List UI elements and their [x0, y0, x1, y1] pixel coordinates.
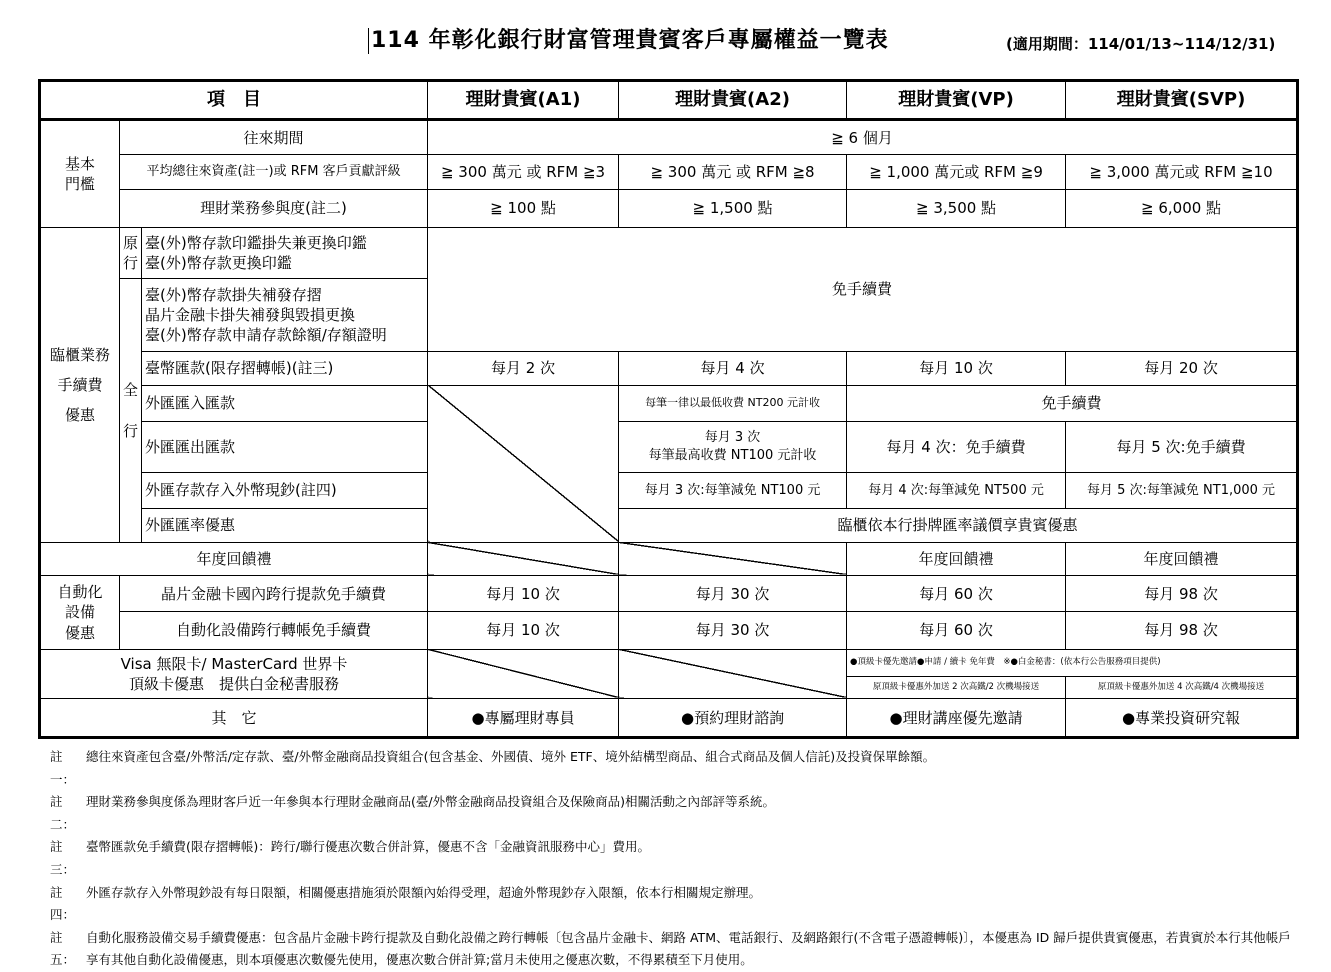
- table-row: [40, 385, 1298, 421]
- all-branch-items: 臺(外)幣存款掛失補發存摺 晶片金融卡掛失補發與毀損更換 臺(外)幣存款申請存款餘額/存額證明: [142, 279, 428, 352]
- original-branch-label: 原 行: [120, 227, 142, 279]
- card-vp-svp-top: ●頂級卡優先邀請●申請 / 續卡 免年費 ※●白金秘書：(依本行公告服務項目提供): [847, 649, 1298, 676]
- free-fee-value: 免手續費: [428, 227, 1298, 352]
- assets-a1: ≧ 300 萬元 或 RFM ≧3: [428, 154, 619, 189]
- points-vp: ≧ 3,500 點: [847, 190, 1066, 227]
- points-a1: ≧ 100 點: [428, 190, 619, 227]
- withdraw-a1: 每月 10 次: [428, 575, 619, 611]
- gift-svp: 年度回饋禮: [1066, 542, 1298, 575]
- assets-a2: ≧ 300 萬元 或 RFM ≧8: [619, 154, 847, 189]
- table-row: [40, 422, 1298, 473]
- footnote: 註一： 總往來資產包含臺/外幣活/定存款、臺/外幣金融商品投資組合(包含基金、外國債、境外 ETF、境外結構型商品、組合式商品及個人信託)及投資保單餘額。: [50, 749, 936, 787]
- transfer-a1: 每月 10 次: [428, 612, 619, 649]
- card-label: Visa 無限卡/ MasterCard 世界卡 頂級卡優惠 提供白金秘書服務: [40, 649, 428, 699]
- card-svp-bottom: 原頂級卡優惠外加送 4 次高鐵/4 次機場接送: [1066, 677, 1298, 699]
- misc-item-2: ●預約理財諮詢: [619, 699, 847, 738]
- table-row: [40, 120, 1298, 154]
- assets-label: 平均總往來資產(註一)或 RFM 客戶貢獻評級: [120, 154, 428, 189]
- table-row: [40, 612, 1298, 649]
- col-item: 項 目: [40, 81, 428, 120]
- applicable-period: (適用期間：114/01/13~114/12/31): [1006, 35, 1276, 53]
- assets-svp: ≧ 3,000 萬元或 RFM ≧10: [1066, 154, 1298, 189]
- gift-label: 年度回饋禮: [40, 542, 428, 575]
- col-a1: 理財貴賓(A1): [428, 81, 619, 120]
- ntd-remit-a2: 每月 4 次: [619, 352, 847, 385]
- withdraw-label: 晶片金融卡國內跨行提款免手續費: [120, 575, 428, 611]
- transfer-label: 自動化設備跨行轉帳免手續費: [120, 612, 428, 649]
- footnote: 註三： 臺幣匯款免手續費(限存摺轉帳)：跨行/聯行優惠次數合併計算，優惠不含「金融資訊服務中心」費用。: [50, 839, 650, 877]
- transfer-a2: 每月 30 次: [619, 612, 847, 649]
- withdraw-a2: 每月 30 次: [619, 575, 847, 611]
- table-row: [40, 472, 1298, 508]
- table-row: [40, 649, 1298, 676]
- col-svp: 理財貴賓(SVP): [1066, 81, 1298, 120]
- basic-section-label: 基本 門檻: [40, 120, 120, 227]
- fx-cash-label: 外匯存款存入外幣現鈔(註四): [142, 472, 428, 508]
- footnote: 註四： 外匯存款存入外幣現鈔設有每日限額，相關優惠措施須於限額內始得受理，超逾外幣現鈔存入限額，依本行相關規定辦理。: [50, 884, 762, 923]
- ntd-remit-label: 臺幣匯款(限存摺轉帳)(註三): [142, 352, 428, 385]
- table-row: [40, 154, 1298, 189]
- period-value: ≧ 6 個月: [428, 120, 1298, 154]
- ntd-remit-vp: 每月 10 次: [847, 352, 1066, 385]
- period-label: 往來期間: [120, 120, 428, 154]
- table-row: [40, 352, 1298, 385]
- all-branch-label: 全 行: [120, 279, 142, 542]
- gift-a2-na: [619, 542, 847, 575]
- fx-cash-a2: 每月 3 次:每筆減免 NT100 元: [619, 472, 847, 508]
- page-title: 114 年彰化銀行財富管理貴賓客戶專屬權益一覽表: [368, 28, 889, 54]
- gift-a1-na: [428, 542, 619, 575]
- fx-out-a2: 每月 3 次 每筆最高收費 NT100 元計收: [619, 422, 847, 473]
- fx-rate-value: 臨櫃依本行掛牌匯率議價享貴賓優惠: [619, 509, 1298, 542]
- misc-item-1: ●專屬理財專員: [428, 699, 619, 738]
- footnote: 註二： 理財業務參與度係為理財客戶近一年參與本行理財金融商品(臺/外幣金融商品投資組合及保險商品)相關活動之內部評等系統。: [50, 794, 775, 832]
- benefits-table: [38, 79, 1299, 739]
- misc-item-4: ●專業投資研究報: [1066, 699, 1298, 738]
- card-a1-na: [428, 649, 619, 699]
- points-svp: ≧ 6,000 點: [1066, 190, 1298, 227]
- gift-vp: 年度回饋禮: [847, 542, 1066, 575]
- assets-vp: ≧ 1,000 萬元或 RFM ≧9: [847, 154, 1066, 189]
- transfer-vp: 每月 60 次: [847, 612, 1066, 649]
- table-row: [40, 699, 1298, 738]
- col-a2: 理財貴賓(A2): [619, 81, 847, 120]
- points-a2: ≧ 1,500 點: [619, 190, 847, 227]
- transfer-svp: 每月 98 次: [1066, 612, 1298, 649]
- points-label: 理財業務參與度(註二): [120, 190, 428, 227]
- card-a2-na: [619, 649, 847, 699]
- original-branch-items: 臺(外)幣存款印鑑掛失兼更換印鑑 臺(外)幣存款更換印鑑: [142, 227, 428, 279]
- footnotes: [50, 746, 1295, 972]
- misc-item-3: ●理財講座優先邀請: [847, 699, 1066, 738]
- auto-section-label: 自動化 設備 優惠: [40, 575, 120, 649]
- fx-in-a2: 每筆一律以最低收費 NT200 元計收: [619, 385, 847, 421]
- header-row: [40, 81, 1298, 120]
- table-row: [40, 227, 1298, 279]
- ntd-remit-svp: 每月 20 次: [1066, 352, 1298, 385]
- a1-not-applicable: [428, 385, 619, 542]
- withdraw-vp: 每月 60 次: [847, 575, 1066, 611]
- counter-section-label: 臨櫃業務 手續費 優惠: [40, 227, 120, 542]
- card-vp-bottom: 原頂級卡優惠外加送 2 次高鐵/2 次機場接送: [847, 677, 1066, 699]
- misc-label: 其 它: [40, 699, 428, 738]
- fx-out-label: 外匯匯出匯款: [142, 422, 428, 473]
- fx-in-vp-svp: 免手續費: [847, 385, 1298, 421]
- table-row: [40, 509, 1298, 542]
- table-row: [40, 575, 1298, 611]
- table-row: [40, 542, 1298, 575]
- ntd-remit-a1: 每月 2 次: [428, 352, 619, 385]
- fx-cash-svp: 每月 5 次:每筆減免 NT1,000 元: [1066, 472, 1298, 508]
- col-vp: 理財貴賓(VP): [847, 81, 1066, 120]
- fx-in-label: 外匯匯入匯款: [142, 385, 428, 421]
- table-row: [40, 190, 1298, 227]
- fx-out-svp: 每月 5 次:免手續費: [1066, 422, 1298, 473]
- fx-out-vp: 每月 4 次：免手續費: [847, 422, 1066, 473]
- fx-cash-vp: 每月 4 次:每筆減免 NT500 元: [847, 472, 1066, 508]
- fx-rate-label: 外匯匯率優惠: [142, 509, 428, 542]
- footnote: 註五： 自動化服務設備交易手續費優惠：包含晶片金融卡跨行提款及自動化設備之跨行轉帳〔包含晶片金融卡、網路 ATM、電話銀行、及網路銀行(不含電子憑證轉帳)〕，本優惠為 ID 歸戶提供貴賓優惠，若貴賓於本行其他帳戶享有其他自動化設備優惠，則本項優惠次數優先使用，優惠次數合併計算;當月未使用之優惠次數，不得累積至下月使用。: [50, 929, 1291, 968]
- withdraw-svp: 每月 98 次: [1066, 575, 1298, 611]
